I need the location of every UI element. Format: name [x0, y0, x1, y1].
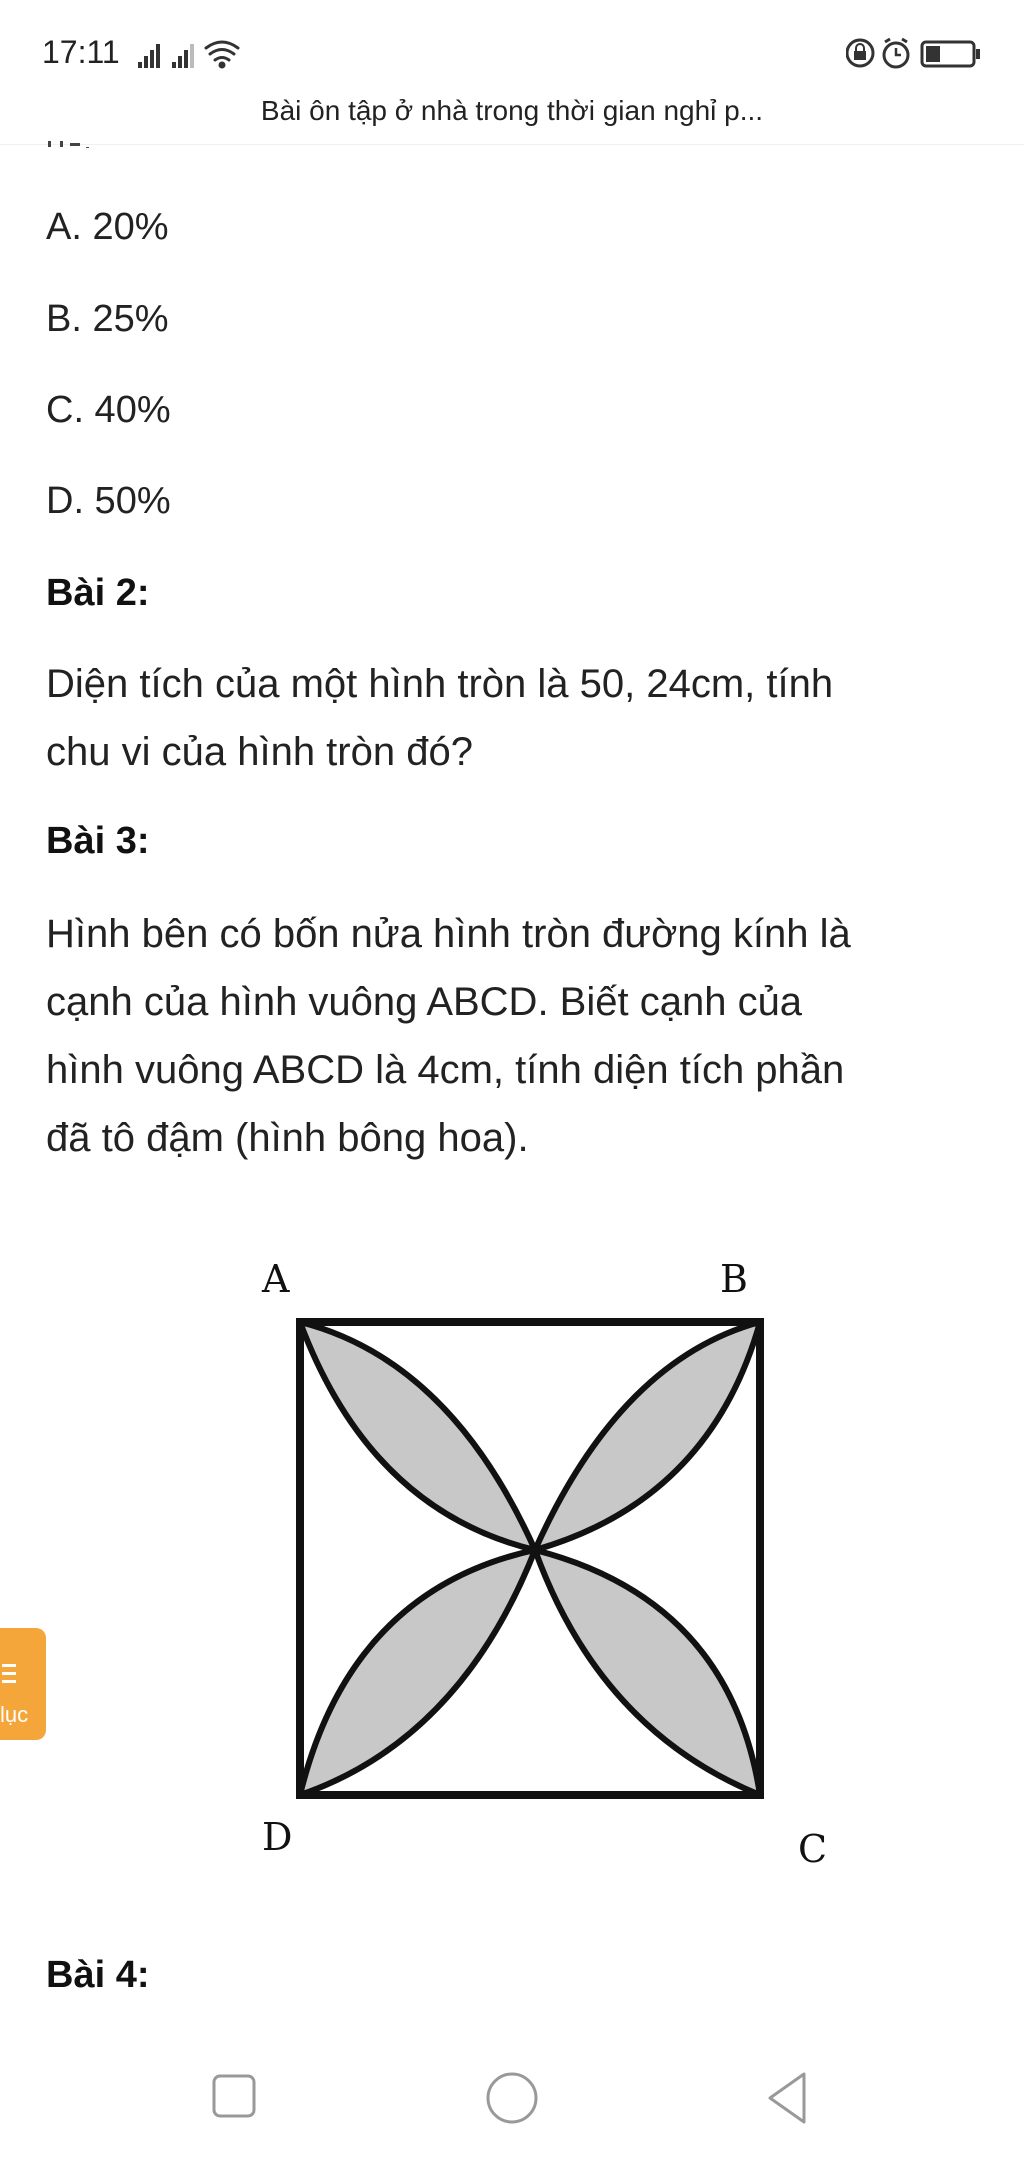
clipped-text-glyphs: [46, 141, 106, 148]
bai-2-text: [46, 650, 976, 786]
signal-icon: [138, 44, 160, 68]
vertex-label-d: D: [262, 1815, 293, 1859]
battery-icon: [922, 42, 980, 66]
bai-4-heading: Bài 4:: [46, 1954, 150, 1996]
bai-2-line-1: Diện tích của một hình tròn là 50, 24cm, tính: [46, 662, 834, 706]
bai-2-heading: Bài 2:: [46, 572, 150, 614]
answer-option-a[interactable]: A. 20%: [46, 206, 169, 248]
petal-bottom-right: [535, 1550, 760, 1795]
system-icons: [846, 36, 986, 70]
vertex-label-c: C: [798, 1827, 828, 1871]
bai-3-line-3: hình vuông ABCD là 4cm, tính diện tích phần: [46, 1048, 845, 1092]
vertex-label-a: A: [262, 1257, 290, 1301]
lock-rotation-icon: [847, 40, 873, 66]
back-icon[interactable]: [764, 2070, 812, 2126]
petal-top-right: [535, 1322, 760, 1550]
answer-option-c[interactable]: C. 40%: [46, 389, 171, 431]
bai-2-line-2: chu vi của hình tròn đó?: [46, 730, 473, 774]
status-time: 17:11: [42, 34, 120, 70]
alarm-icon: [884, 39, 908, 67]
wifi-icon: [206, 42, 238, 67]
home-icon[interactable]: [484, 2070, 540, 2126]
vertex-label-b: B: [720, 1257, 748, 1301]
toc-tab-label: lục: [0, 1702, 29, 1727]
signal-icon: [172, 44, 194, 68]
bai-3-heading: Bài 3:: [46, 820, 150, 862]
flower-square-figure: [250, 1250, 850, 1880]
petal-bottom-left: [300, 1550, 535, 1795]
menu-lines-icon: [2, 1662, 20, 1686]
status-bar: [0, 0, 1024, 100]
page-title-bar: [0, 88, 1024, 145]
recent-apps-icon[interactable]: [210, 2070, 258, 2122]
connectivity-icons: [138, 36, 258, 70]
bai-3-line-1: Hình bên có bốn nửa hình tròn đường kính là: [46, 912, 851, 956]
bai-3-text: [46, 900, 976, 1172]
toc-floating-tab[interactable]: [0, 1628, 46, 1740]
system-nav-bar: [0, 2040, 1024, 2162]
petal-top-left: [300, 1322, 535, 1550]
bai-3-line-2: cạnh của hình vuông ABCD. Biết cạnh của: [46, 980, 803, 1024]
answer-option-d[interactable]: D. 50%: [46, 480, 171, 522]
answer-option-b[interactable]: B. 25%: [46, 298, 169, 340]
page-title: Bài ôn tập ở nhà trong thời gian nghỉ p...: [260, 95, 764, 126]
clipped-text-fragment: [46, 138, 106, 148]
bai-3-line-4: đã tô đậm (hình bông hoa).: [46, 1116, 529, 1160]
